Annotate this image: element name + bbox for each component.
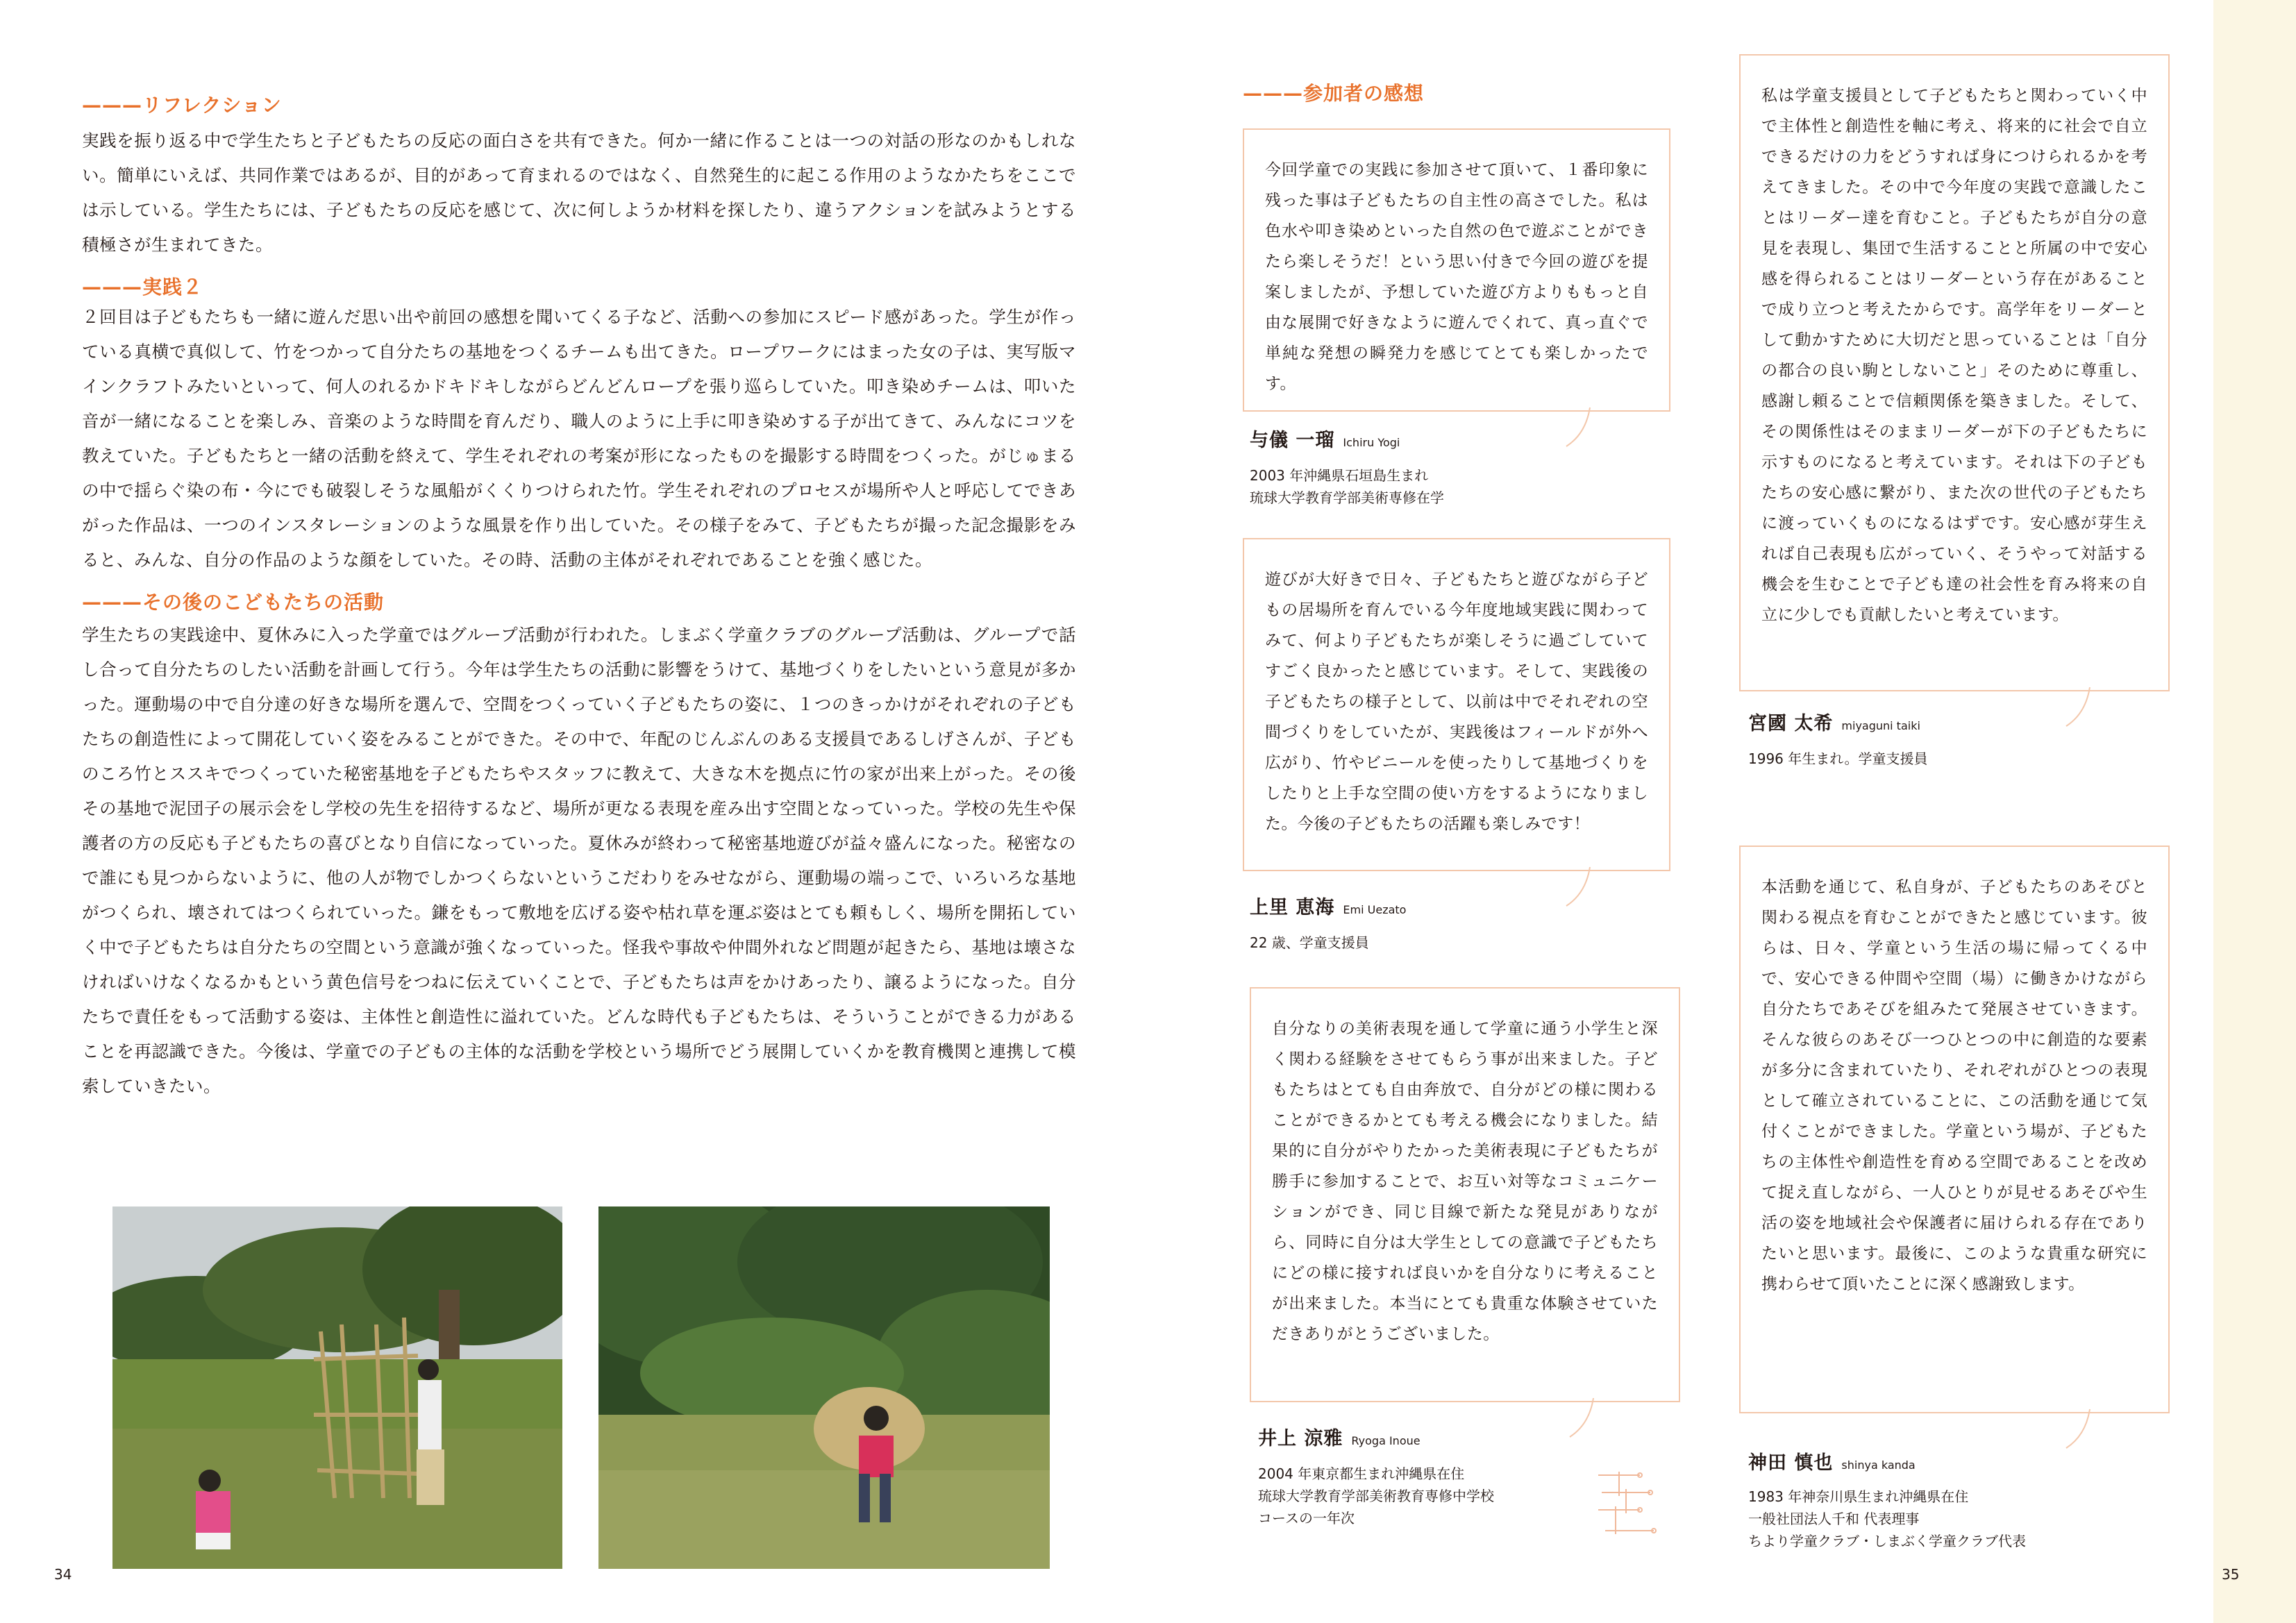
speech-tail-icon (2062, 1408, 2111, 1456)
page-number-left: 34 (54, 1566, 72, 1583)
comment-card (1739, 54, 2170, 691)
participant-info (1748, 1447, 2026, 1552)
comment-text: 本活動を通じて、私自身が、子どもたちのあそびと関わる視点を育むことができたと感じています。彼らは、日々、学童という生活の場に帰ってくる中で、安心できる仲間や空間（場）に働きかけながら自分たちであそびを組みたて発展させていきます。そんな彼らのあそび一つひとつの中に創造的な要素が多分に含まれていたり、それぞれがひとつの表現として確立されていることに、この活動を通じて気付くことができました。学童という場が、子どもたちの主体性や創造性を育める空間であることを改めて捉え直しながら、一人ひとりが見せるあそびや生活の姿を地域社会や保護者に届けられる存在でありたいと思います。最後に、このような貴重な研究に携わらせて頂いたことに深く感謝致します。 (1761, 878, 2147, 1293)
participant-bio: 22 歳、学童支援員 (1250, 934, 1369, 951)
participant-info (1250, 425, 1444, 509)
speech-tail-icon (2062, 686, 2111, 734)
child-carrying-grass-photo (598, 1206, 1050, 1569)
participant-bio: 2004 年東京都生まれ沖縄県在住 琉球大学教育学部美術教育専修中学校 コースの一年次 (1258, 1465, 1494, 1527)
left-page-column (82, 90, 1076, 1104)
decorative-ornament-icon (1591, 1465, 1661, 1548)
participant-name: 上里 恵海 Emi Uezato (1250, 897, 1407, 918)
section-body: 実践を振り返る中で学生たちと子どもたちの反応の面白さを共有できた。何か一緒に作ることは一つの対話の形なのかもしれない。簡単にいえば、共同作業ではあるが、目的があって育まれるのではなく、自然発生的に起こる作用のようなかたちをここでは示している。学生たちには、子どもたちの反応を感じて、次に何しようか材料を探したり、違うアクションを試みようとする積極さが生まれてきた。 (82, 131, 1076, 255)
speech-tail-icon (1562, 866, 1611, 914)
participant-name: 井上 涼雅 Ryoga Inoue (1258, 1428, 1421, 1449)
participant-name: 神田 慎也 shinya kanda (1748, 1452, 1916, 1474)
comment-text: 私は学童支援員として子どもたちと関わっていく中で主体性と創造性を軸に考え、将来的に社会で自立できるだけの力をどうすれば身につけられるかを考えてきました。その中で今年度の実践で意識したことはリーダー達を育むこと。子どもたちが自分の意見を表現し、集団で生活することと所属の中で安心感を得られることはリーダーという存在があることで成り立つと考えたからです。高学年をリーダーとして動かすために大切だと思っていることは「自分の都合の良い駒としないこと」そのために尊重し、感謝し頼ることで信頼関係を築きました。そして、その関係性はそのままリーダーが下の子どもたちに示すものになると考えています。それは下の子どもたちの安心感に繋がり、また次の世代の子どもたちに渡っていくものになるはずです。安心感が芽生えれば自己表現も広がっていく、そうやって対話する機会を生むことで子ども達の社会性を育み将来の自立に少しでも貢献したいと考えています。 (1761, 87, 2147, 624)
participant-info (1250, 892, 1406, 954)
comment-card (1739, 846, 2170, 1413)
section-heading: ———その後のこどもたちの活動 (82, 591, 385, 614)
participant-bio: 1983 年神奈川県生まれ沖縄県在住 一般社団法人千和 代表理事 ちより学童クラブ・しまぶく学童クラブ代表 (1748, 1488, 2026, 1549)
comment-text: 今回学童での実践に参加させて頂いて、１番印象に残った事は子どもたちの自主性の高さでした。私は色水や叩き染めといった自然の色で遊ぶことができたら楽しそうだ！という思い付きで今回の遊びを提案しましたが、予想していた遊び方よりももっと自由な展開で好きなように遊んでくれて、真っ直ぐで単純な発想の瞬発力を感じてとても楽しかったです。 (1265, 161, 1648, 393)
participant-bio: 2003 年沖縄県石垣島生まれ 琉球大学教育学部美術専修在学 (1250, 467, 1444, 506)
bamboo-structure-photo (112, 1206, 562, 1569)
comment-text: 遊びが大好きで日々、子どもたちと遊びながら子どもの居場所を育んでいる今年度地域実践に関わってみて、何より子どもたちが楽しそうに過ごしていてすごく良かったと感じています。そして、実践後の子どもたちの様子として、以前は中でそれぞれの空間づくりをしていたが、実践後はフィールドが外へ広がり、竹やビニールを使ったりして基地づくりをしたりと上手な空間の使い方をするようになりました。今後の子どもたちの活躍も楽しみです！ (1265, 571, 1648, 833)
speech-tail-icon (1562, 406, 1611, 455)
section-heading: ———実践２ (82, 276, 203, 298)
participant-bio: 1996 年生まれ。学童支援員 (1748, 750, 1928, 767)
comment-card (1243, 538, 1670, 871)
comment-card (1243, 128, 1670, 412)
section-body: ２回目は子どもたちも一緒に遊んだ思い出や前回の感想を聞いてくる子など、活動への参加にスピード感があった。学生が作っている真横で真似して、竹をつかって自分たちの基地をつくるチームも出てきた。ロープワークにはまった女の子は、実写版マインクラフトみたいといって、何人のれるかドキドキしながらどんどんロープを張り巡らしていた。叩き染めチームは、叩いた音が一緒になることを楽しみ、音楽のような時間を育んだり、職人のように上手に叩き染めする子が出てきて、みんなにコツを教えていた。子どもたちと一緒の活動を終えて、学生それぞれの考案が形になったものを撮影する時間をつくった。がじゅまるの中で揺らぐ染の布・今にでも破裂しそうな風船がくくりつけられた竹。学生それぞれのプロセスが場所や人と呼応してできあがった作品は、一つのインスタレーションのような風景を作り出していた。その様子をみて、子どもたちが撮った記念撮影をみると、みんな、自分の作品のような顔をしていた。その時、活動の主体がそれぞれであることを強く感じた。 (82, 307, 1076, 570)
comment-text: 自分なりの美術表現を通して学童に通う小学生と深く関わる経験をさせてもらう事が出来ました。子どもたちはとても自由奔放で、自分がどの様に関わることができるかとても考える機会になりました。結果的に自分がやりたかった美術表現に子どもたちが勝手に参加することで、お互い対等なコミュニケーションができ、同じ目線で新たな発見がありながら、同時に自分は大学生としての意識で子どもたちにどの様に接すれば良いかを自分なりに考えることが出来ました。本当にとても貴重な体験させていただきありがとうございました。 (1272, 1020, 1658, 1343)
participant-name: 与儀 一瑠 Ichiru Yogi (1250, 430, 1400, 451)
participant-info (1748, 708, 1927, 770)
participants-heading: ———参加者の感想 (1243, 82, 1425, 105)
section-body: 学生たちの実践途中、夏休みに入った学童ではグループ活動が行われた。しまぶく学童クラブのグループ活動は、グループで話し合って自分たちのしたい活動を計画して行う。今年は学生たちの活動に影響をうけて、基地づくりをしたいという意見が多かった。運動場の中で自分達の好きな場所を選んで、空間をつくっていく子どもたちの姿に、１つのきっかけがそれぞれの子どもたちの創造性によって開花していく姿をみることができた。その中で、年配のじんぶんのある支援員であるしげさんが、子どものころ竹とススキでつくっていた秘密基地を子どもたちやスタッフに教えて、大きな木を拠点に竹の家が出来上がった。その後その基地で泥団子の展示会をし学校の先生を招待するなど、場所が更なる表現を産み出す空間となっていった。学校の先生や保護者の方の反応も子どもたちの喜びとなり自信になっていった。夏休みが終わって秘密基地遊びが益々盛んになった。秘密なので誰にも見つからないように、他の人が物でしかつくらないというこだわりをみせながら、運動場の端っこで、いろいろな基地がつくられ、壊されてはつくられていった。鎌をもって敷地を広げる姿や枯れ草を運ぶ姿はとても頼もしく、場所を開拓していく中で子どもたちは自分たちの空間という意識が強くなっていった。怪我や事故や仲間外れなど問題が起きたら、基地は壊さなければいけなくなるかもという黄色信号をつねに伝えていくことで、子どもたちは声をかけあったり、譲るようになった。自分たちで責任をもって活動する姿は、主体性と創造性に溢れていた。どんな時代も子どもたちは、そういうことができる力があることを再認識できた。今後は、学童での子どもの主体的な活動を学校という場所でどう展開していくかを教育機関と連携して模索していきたい。 (82, 625, 1076, 1096)
participant-info (1258, 1423, 1494, 1529)
speech-tail-icon (1566, 1397, 1614, 1445)
page-number-right: 35 (2222, 1566, 2240, 1583)
participant-name: 宮國 太希 miyaguni taiki (1748, 713, 1920, 734)
comment-card (1250, 987, 1680, 1402)
section-heading: ———リフレクション (82, 94, 282, 117)
right-margin-strip (2213, 0, 2296, 1623)
